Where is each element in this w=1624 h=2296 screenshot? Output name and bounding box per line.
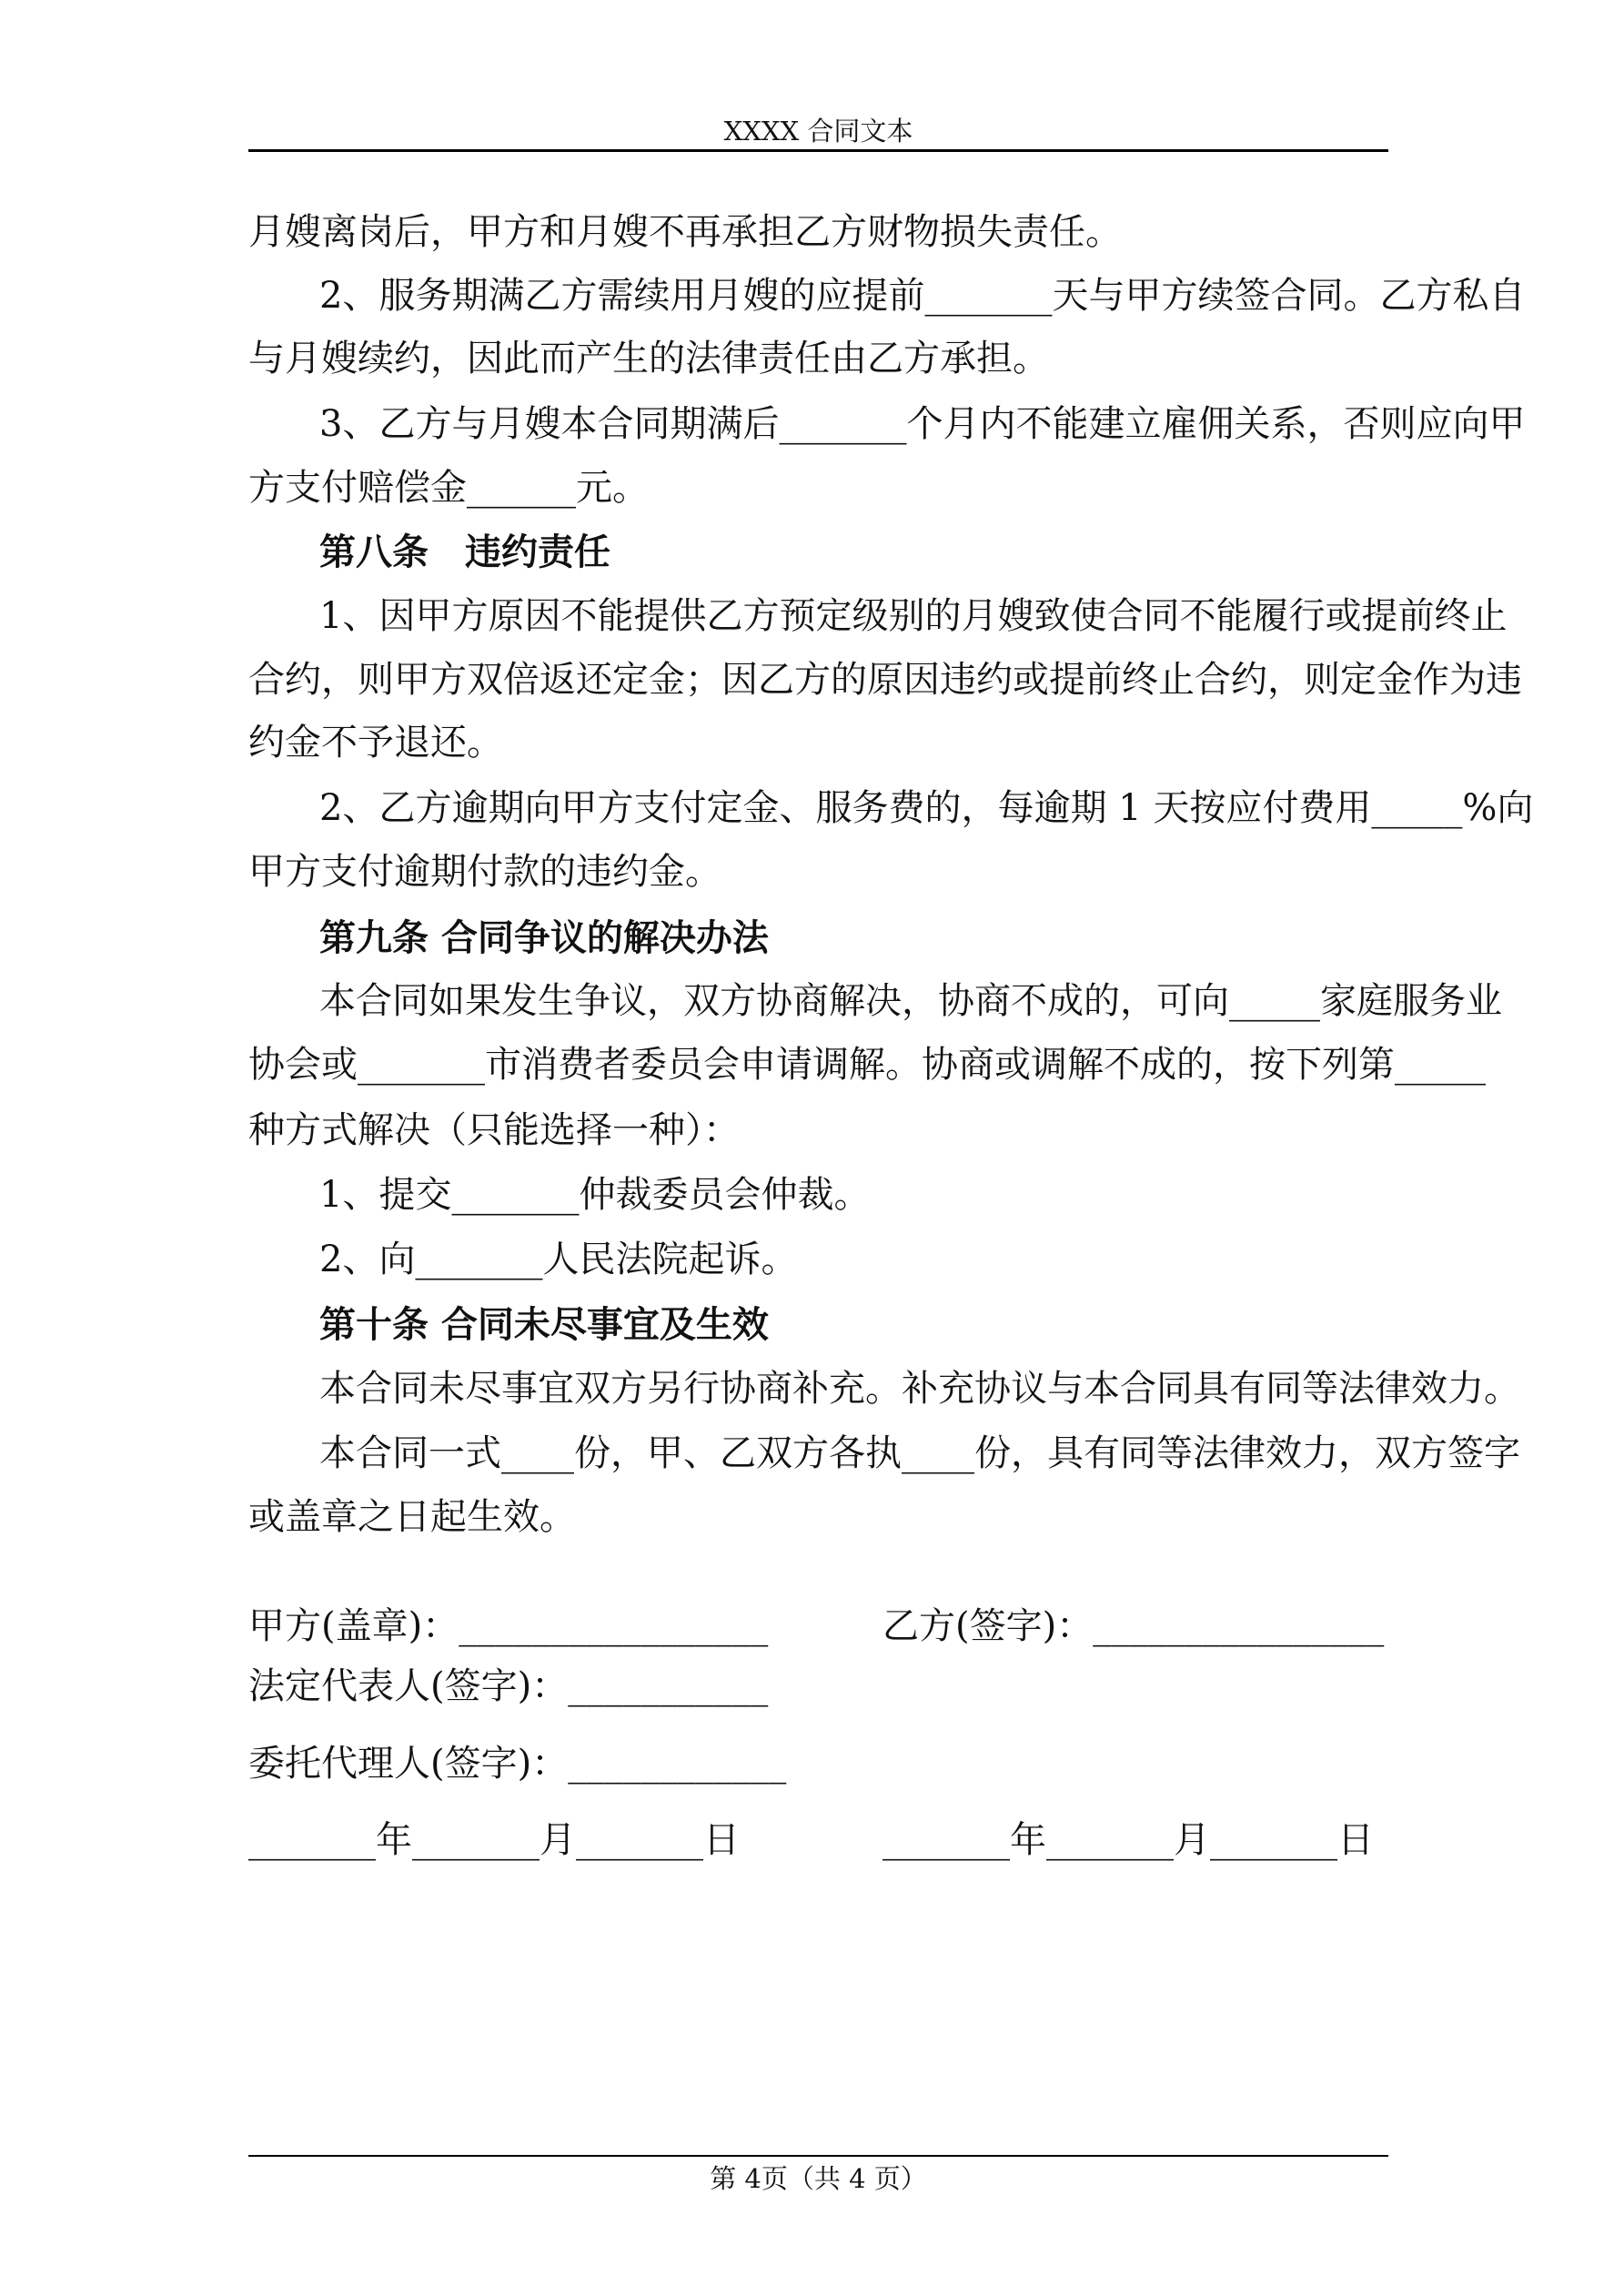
body-line: 与月嫂续约，因此而产生的法律责任由乙方承担。 <box>248 338 1049 379</box>
header-divider <box>248 149 1388 152</box>
body-line: 种方式解决（只能选择一种）： <box>248 1109 740 1151</box>
body-line: 3、乙方与月嫂本合同期满后_______个月内不能建立雇佣关系，否则应向甲 <box>319 403 1526 445</box>
body-line: 1、提交_______仲裁委员会仲裁。 <box>319 1174 871 1216</box>
section-heading-8: 第八条 违约责任 <box>319 531 610 573</box>
body-line: 月嫂离岗后，甲方和月嫂不再承担乙方财物损失责任。 <box>248 211 1122 253</box>
body-line: 2、服务期满乙方需续用月嫂的应提前_______天与甲方续签合同。乙方私自 <box>319 275 1526 317</box>
body-line: 本合同如果发生争议，双方协商解决，协商不成的，可向_____家庭服务业 <box>319 980 1502 1022</box>
party-b-date-field: _______年_______月_______日 <box>883 1819 1374 1861</box>
legal-representative-field: 法定代表人(签字)：___________ <box>248 1665 769 1707</box>
body-line: 本合同一式____份，甲、乙双方各执____份，具有同等法律效力，双方签字 <box>319 1432 1520 1474</box>
body-line: 甲方支付逾期付款的违约金。 <box>248 851 721 893</box>
page-header-title: XXXX 合同文本 <box>723 116 913 147</box>
body-line: 或盖章之日起生效。 <box>248 1496 576 1538</box>
party-a-date-field: _______年_______月_______日 <box>248 1819 740 1861</box>
authorized-agent-field: 委托代理人(签字)：____________ <box>248 1743 787 1785</box>
party-b-signature-field: 乙方(签字)：________________ <box>883 1605 1385 1647</box>
body-line: 合约，则甲方双倍返还定金；因乙方的原因违约或提前终止合约，则定金作为违 <box>248 659 1522 701</box>
party-a-seal-field: 甲方(盖章)：_________________ <box>248 1605 769 1647</box>
body-line: 2、向_______人民法院起诉。 <box>319 1239 798 1280</box>
body-line: 方支付赔偿金______元。 <box>248 467 649 509</box>
footer-divider <box>248 2155 1388 2157</box>
body-line: 协会或_______市消费者委员会申请调解。协商或调解不成的，按下列第_____ <box>248 1044 1486 1086</box>
body-line: 约金不予退还。 <box>248 722 503 764</box>
body-line: 本合同未尽事宜双方另行协商补充。补充协议与本合同具有同等法律效力。 <box>319 1368 1520 1410</box>
section-heading-9: 第九条 合同争议的解决办法 <box>319 916 769 959</box>
page-number: 第 4页（共 4 页） <box>710 2163 927 2194</box>
section-heading-10: 第十条 合同未尽事宜及生效 <box>319 1303 769 1346</box>
body-line: 1、因甲方原因不能提供乙方预定级别的月嫂致使合同不能履行或提前终止 <box>319 595 1508 637</box>
body-line: 2、乙方逾期向甲方支付定金、服务费的，每逾期 1 天按应付费用_____%向 <box>319 787 1534 829</box>
